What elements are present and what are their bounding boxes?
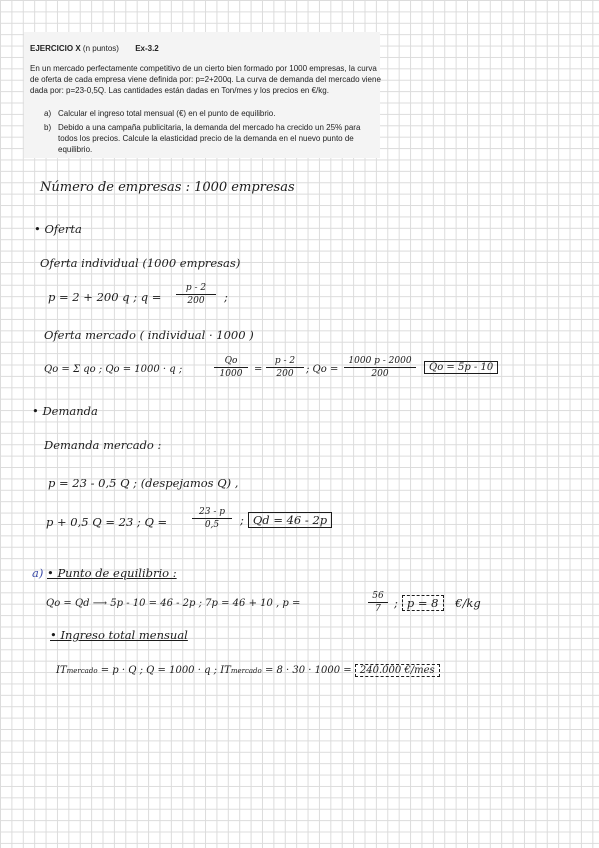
problem-title: EJERCICIO X <box>30 44 81 53</box>
equilibrio-fraction <box>368 591 388 614</box>
fraction-numerator: p - 2 <box>176 283 216 295</box>
dm-result-box: ; Qd = 46 - 2p <box>240 513 332 527</box>
demanda-heading: • Demanda <box>32 404 98 418</box>
equilibrio-unit: €/kg <box>455 596 481 610</box>
fraction-numerator: 56 <box>368 591 388 603</box>
it-rest-2: = 8 · 30 · 1000 = <box>264 665 352 676</box>
fraction-denominator: 200 <box>371 369 389 379</box>
dm-result: Qd = 46 - 2p <box>248 512 332 528</box>
item-b-line: equilibrio. <box>58 145 93 154</box>
fraction-numerator: Qo <box>214 356 248 368</box>
om-fraction-1 <box>214 356 248 379</box>
problem-paragraph-line: En un mercado perfectamente competitivo de un cierto bien formado por 1000 empresas, la curva <box>30 64 377 73</box>
item-b-line: Debido a una campaña publicitaria, la demanda del mercado ha crecido un 25% para <box>58 123 361 132</box>
fraction-denominator: 200 <box>187 296 205 306</box>
it-rest: = p · Q ; Q = 1000 · q ; IT <box>100 665 231 676</box>
oferta-equation: p = 2 + 200 q ; q = <box>48 290 162 304</box>
equilibrio-heading: • Punto de equilibrio : <box>47 566 177 580</box>
section-a-label: a) <box>32 566 44 580</box>
problem-paragraph-line: dada por: p=23-0,5Q. Las cantidades están dadas en Ton/mes y los precios en €/kg. <box>30 86 329 95</box>
fraction-numerator: p - 2 <box>266 356 304 368</box>
oferta-fraction <box>176 283 216 306</box>
om-eq: = <box>254 364 263 375</box>
om-result: Qo = 5p - 10 <box>424 361 498 374</box>
demanda-mercado: Demanda mercado : <box>44 438 162 452</box>
om-result-box <box>424 362 498 373</box>
om-fraction-2 <box>266 356 304 379</box>
fraction-denominator: 200 <box>276 369 294 379</box>
it-symbol: IT <box>56 665 67 676</box>
oferta-individual: Oferta individual (1000 empresas) <box>40 256 241 270</box>
num-empresas-line: Número de empresas : 1000 empresas <box>40 180 295 195</box>
fraction-numerator: 1000 p - 2000 <box>344 356 416 368</box>
equilibrio-result: p = 8 <box>402 595 444 611</box>
item-a-text: Calcular el ingreso total mensual (€) en el punto de equilibrio. <box>58 109 276 118</box>
oferta-heading: • Oferta <box>34 222 82 236</box>
item-a-label: a) <box>44 109 52 118</box>
problem-points: (n puntos) <box>82 44 119 53</box>
it-result: 240.000 €/mes <box>355 664 440 677</box>
item-b-line: todos los precios. Calcule la elasticidad precio de la demanda en el nuevo punto de <box>58 134 354 143</box>
equilibrio-result-box: ; p = 8 €/kg <box>394 596 481 610</box>
dm-equation-2: p + 0,5 Q = 23 ; Q = <box>46 515 168 529</box>
problem-paragraph-line: de oferta de cada empresa viene definida por: p=2+200q. La curva de demanda del mercado viene <box>30 75 381 84</box>
om-part1: Qo = Σ qo ; Qo = 1000 · q ; <box>44 364 183 375</box>
section-a <box>32 566 177 580</box>
equilibrio-line: Qo = Qd ⟶ 5p - 10 = 46 - 2p ; 7p = 46 + 10 , p = <box>46 598 301 609</box>
problem-header <box>30 44 159 53</box>
om-part2: ; Qo = <box>306 364 339 375</box>
oferta-tail: ; <box>224 290 228 304</box>
fraction-denominator: 0,5 <box>204 520 220 530</box>
dm-fraction <box>192 507 232 530</box>
ingreso-heading: • Ingreso total mensual <box>50 628 188 642</box>
fraction-denominator: 1000 <box>219 369 243 379</box>
oferta-mercado: Oferta mercado ( individual · 1000 ) <box>44 328 254 342</box>
dm-equation-1: p = 23 - 0,5 Q ; (despejamos Q) , <box>48 476 239 490</box>
item-b-label: b) <box>44 123 52 132</box>
ingreso-line <box>56 665 440 676</box>
problem-code: Ex-3.2 <box>135 44 159 53</box>
fraction-denominator: 7 <box>375 604 381 614</box>
it-subscript: mercado <box>66 667 98 675</box>
fraction-numerator: 23 - p <box>192 507 232 519</box>
om-fraction-3 <box>344 356 416 379</box>
it-subscript-2: mercado <box>230 667 262 675</box>
